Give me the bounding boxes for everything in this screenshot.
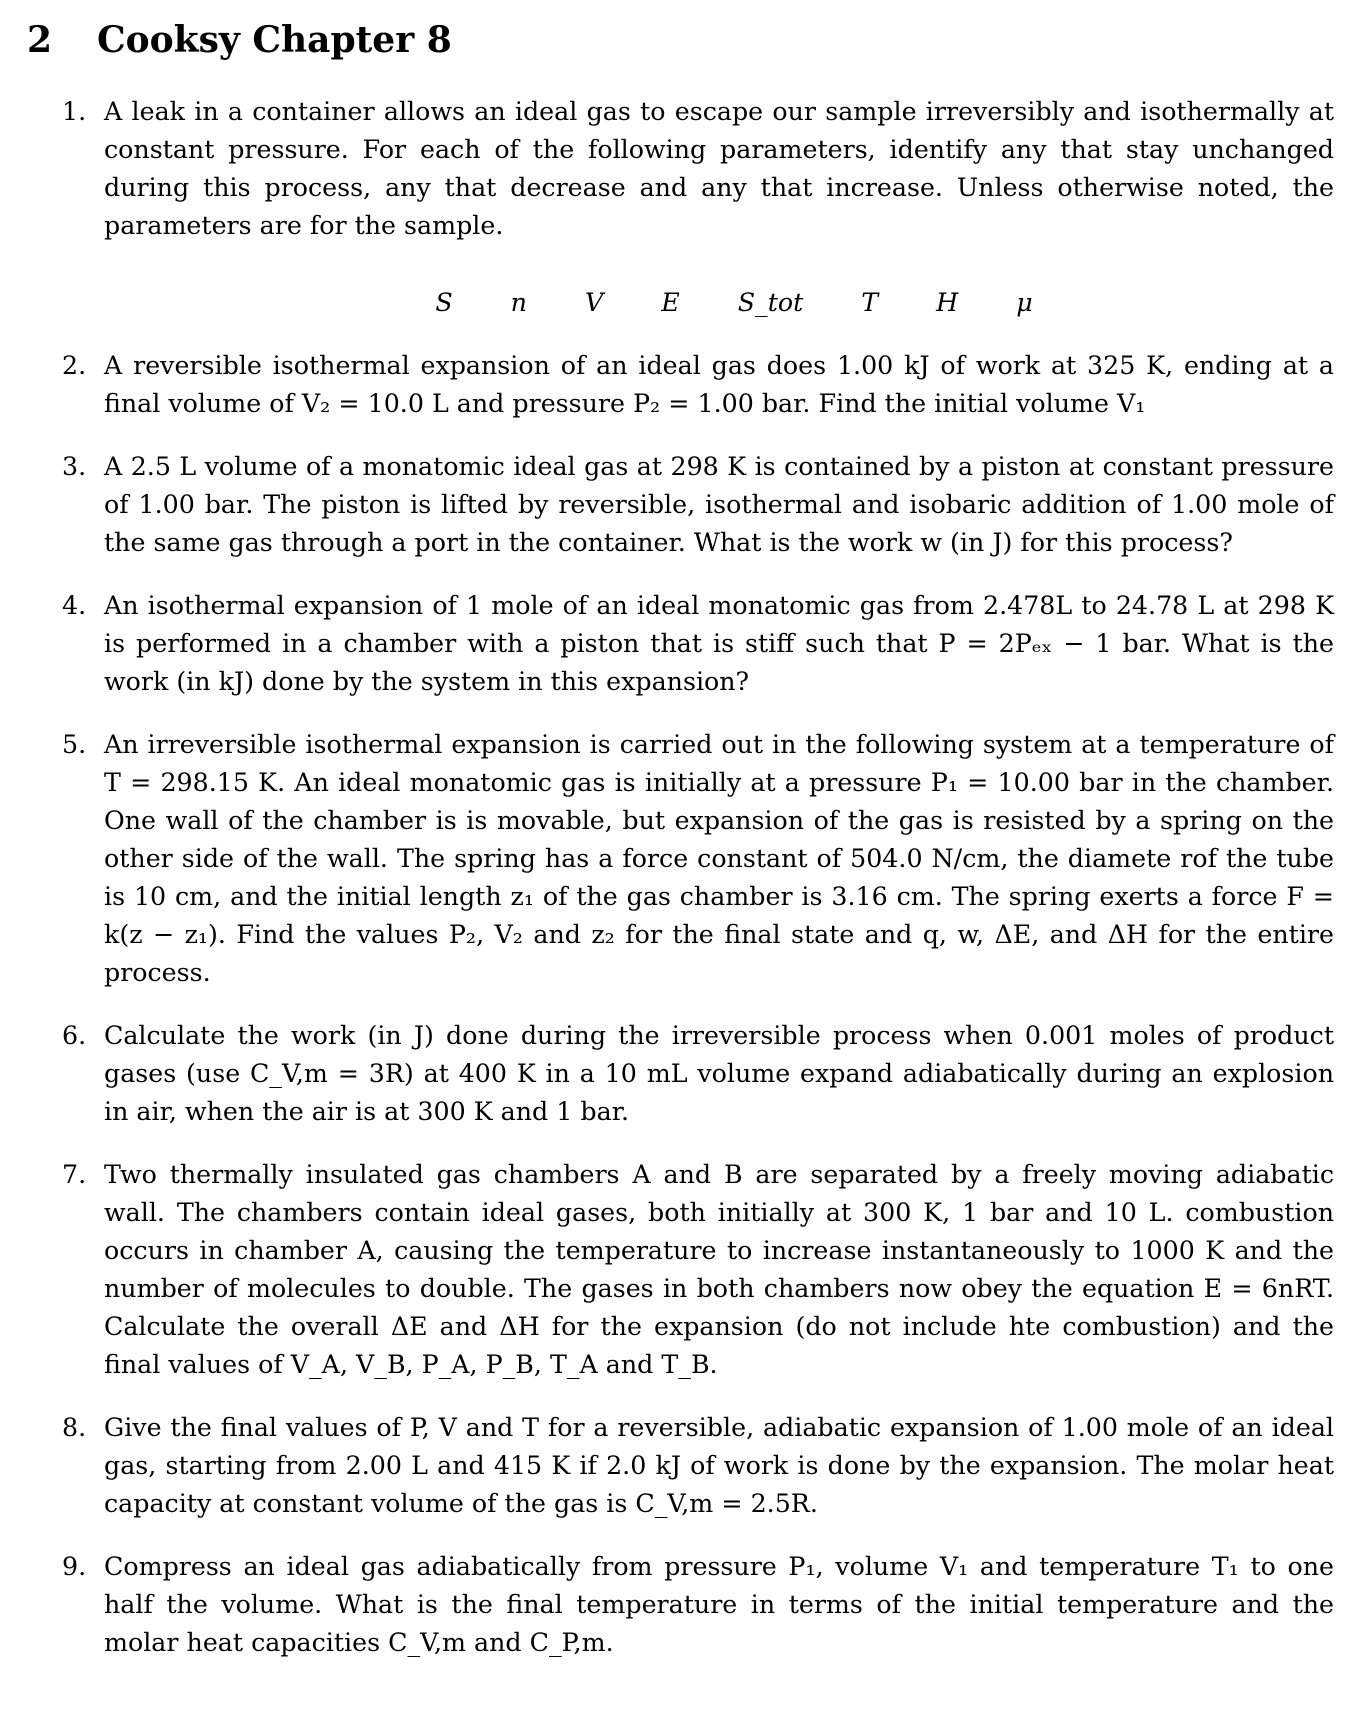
parameter-list — [104, 284, 1334, 322]
problem-number: 6. — [62, 1021, 87, 1050]
problem-1 — [62, 93, 1334, 322]
problem-number: 3. — [62, 452, 87, 481]
problem-text: Two thermally insulated gas chambers A and B are separated by a freely moving adiabatic wall. The chambers contain ideal gases, both initially at 300 K, 1 bar and 10 L. combustion occurs in chamber A, causing the temperature to increase instantaneously to 1000 K and the number of molecules to double. The gases in both chambers now obey the equation E = 6nRT. Calculate the overall ΔE and ΔH for the expansion (do not include hte combustion) and the final values of V_A, V_B, P_A, P_B, T_A and T_B. — [104, 1160, 1334, 1379]
problem-9 — [62, 1548, 1334, 1662]
problem-number: 8. — [62, 1413, 87, 1442]
section-number: 2 — [27, 19, 53, 61]
parameter: n — [510, 288, 527, 317]
problem-8 — [62, 1409, 1334, 1523]
parameter: μ — [1016, 288, 1033, 317]
parameter: T — [861, 288, 879, 317]
problem-number: 9. — [62, 1552, 87, 1581]
parameter: V — [584, 288, 604, 317]
problem-text: Give the final values of P, V and T for a reversible, adiabatic expansion of 1.00 mole of an ideal gas, starting from 2.00 L and 415 K if 2.0 kJ of work is done by the expansion. The molar heat capacity at constant volume of the gas is C_V,m = 2.5R. — [104, 1413, 1334, 1518]
problem-5 — [62, 726, 1334, 992]
problem-number: 2. — [62, 351, 87, 380]
problem-text: Calculate the work (in J) done during the irreversible process when 0.001 moles of product gases (use C_V,m = 3R) at 400 K in a 10 mL volume expand adiabatically during an explosion in air, when the air is at 300 K and 1 bar. — [104, 1021, 1334, 1126]
problem-number: 5. — [62, 730, 87, 759]
problem-text: An isothermal expansion of 1 mole of an ideal monatomic gas from 2.478L to 24.78 L at 298 K is performed in a chamber with a piston that is stiff such that P = 2Pₑₓ − 1 bar. What is the work (in kJ) done by the system in this expansion? — [104, 591, 1334, 696]
problem-text: An irreversible isothermal expansion is carried out in the following system at a temperature of T = 298.15 K. An ideal monatomic gas is initially at a pressure P₁ = 10.00 bar in the chamber. One wall of the chamber is is movable, but expansion of the gas is resisted by a spring on the other side of the wall. The spring has a force constant of 504.0 N/cm, the diamete rof the tube is 10 cm, and the initial length z₁ of the gas chamber is 3.16 cm. The spring exerts a force F = k(z − z₁). Find the values P₂, V₂ and z₂ for the final state and q, w, ΔE, and ΔH for the entire process. — [104, 730, 1334, 987]
section-title: Cooksy Chapter 8 — [97, 19, 452, 61]
parameter: E — [661, 288, 680, 317]
problem-2 — [62, 347, 1334, 423]
problem-number: 4. — [62, 591, 87, 620]
parameter: S_tot — [737, 288, 804, 317]
problem-number: 1. — [62, 97, 87, 126]
parameter: H — [936, 288, 959, 317]
problem-list — [62, 93, 1334, 1687]
problem-6 — [62, 1017, 1334, 1131]
parameter: S — [435, 288, 453, 317]
problem-text: Compress an ideal gas adiabatically from pressure P₁, volume V₁ and temperature T₁ to one half the volume. What is the final temperature in terms of the initial temperature and the molar heat capacities C_V,m and C_P,m. — [104, 1552, 1334, 1657]
problem-number: 7. — [62, 1160, 87, 1189]
problem-text: A 2.5 L volume of a monatomic ideal gas at 298 K is contained by a piston at constant pressure of 1.00 bar. The piston is lifted by reversible, isothermal and isobaric addition of 1.00 mole of the same gas through a port in the container. What is the work w (in J) for this process? — [104, 452, 1334, 557]
problem-3 — [62, 448, 1334, 562]
problem-text: A leak in a container allows an ideal gas to escape our sample irreversibly and isothermally at constant pressure. For each of the following parameters, identify any that stay unchanged during this process, any that decrease and any that increase. Unless otherwise noted, the parameters are for the sample. — [104, 97, 1334, 240]
problem-7 — [62, 1156, 1334, 1384]
section-heading — [27, 14, 452, 66]
problem-text: A reversible isothermal expansion of an ideal gas does 1.00 kJ of work at 325 K, ending at a final volume of V₂ = 10.0 L and pressure P₂ = 1.00 bar. Find the initial volume V₁ — [104, 351, 1334, 418]
problem-4 — [62, 587, 1334, 701]
